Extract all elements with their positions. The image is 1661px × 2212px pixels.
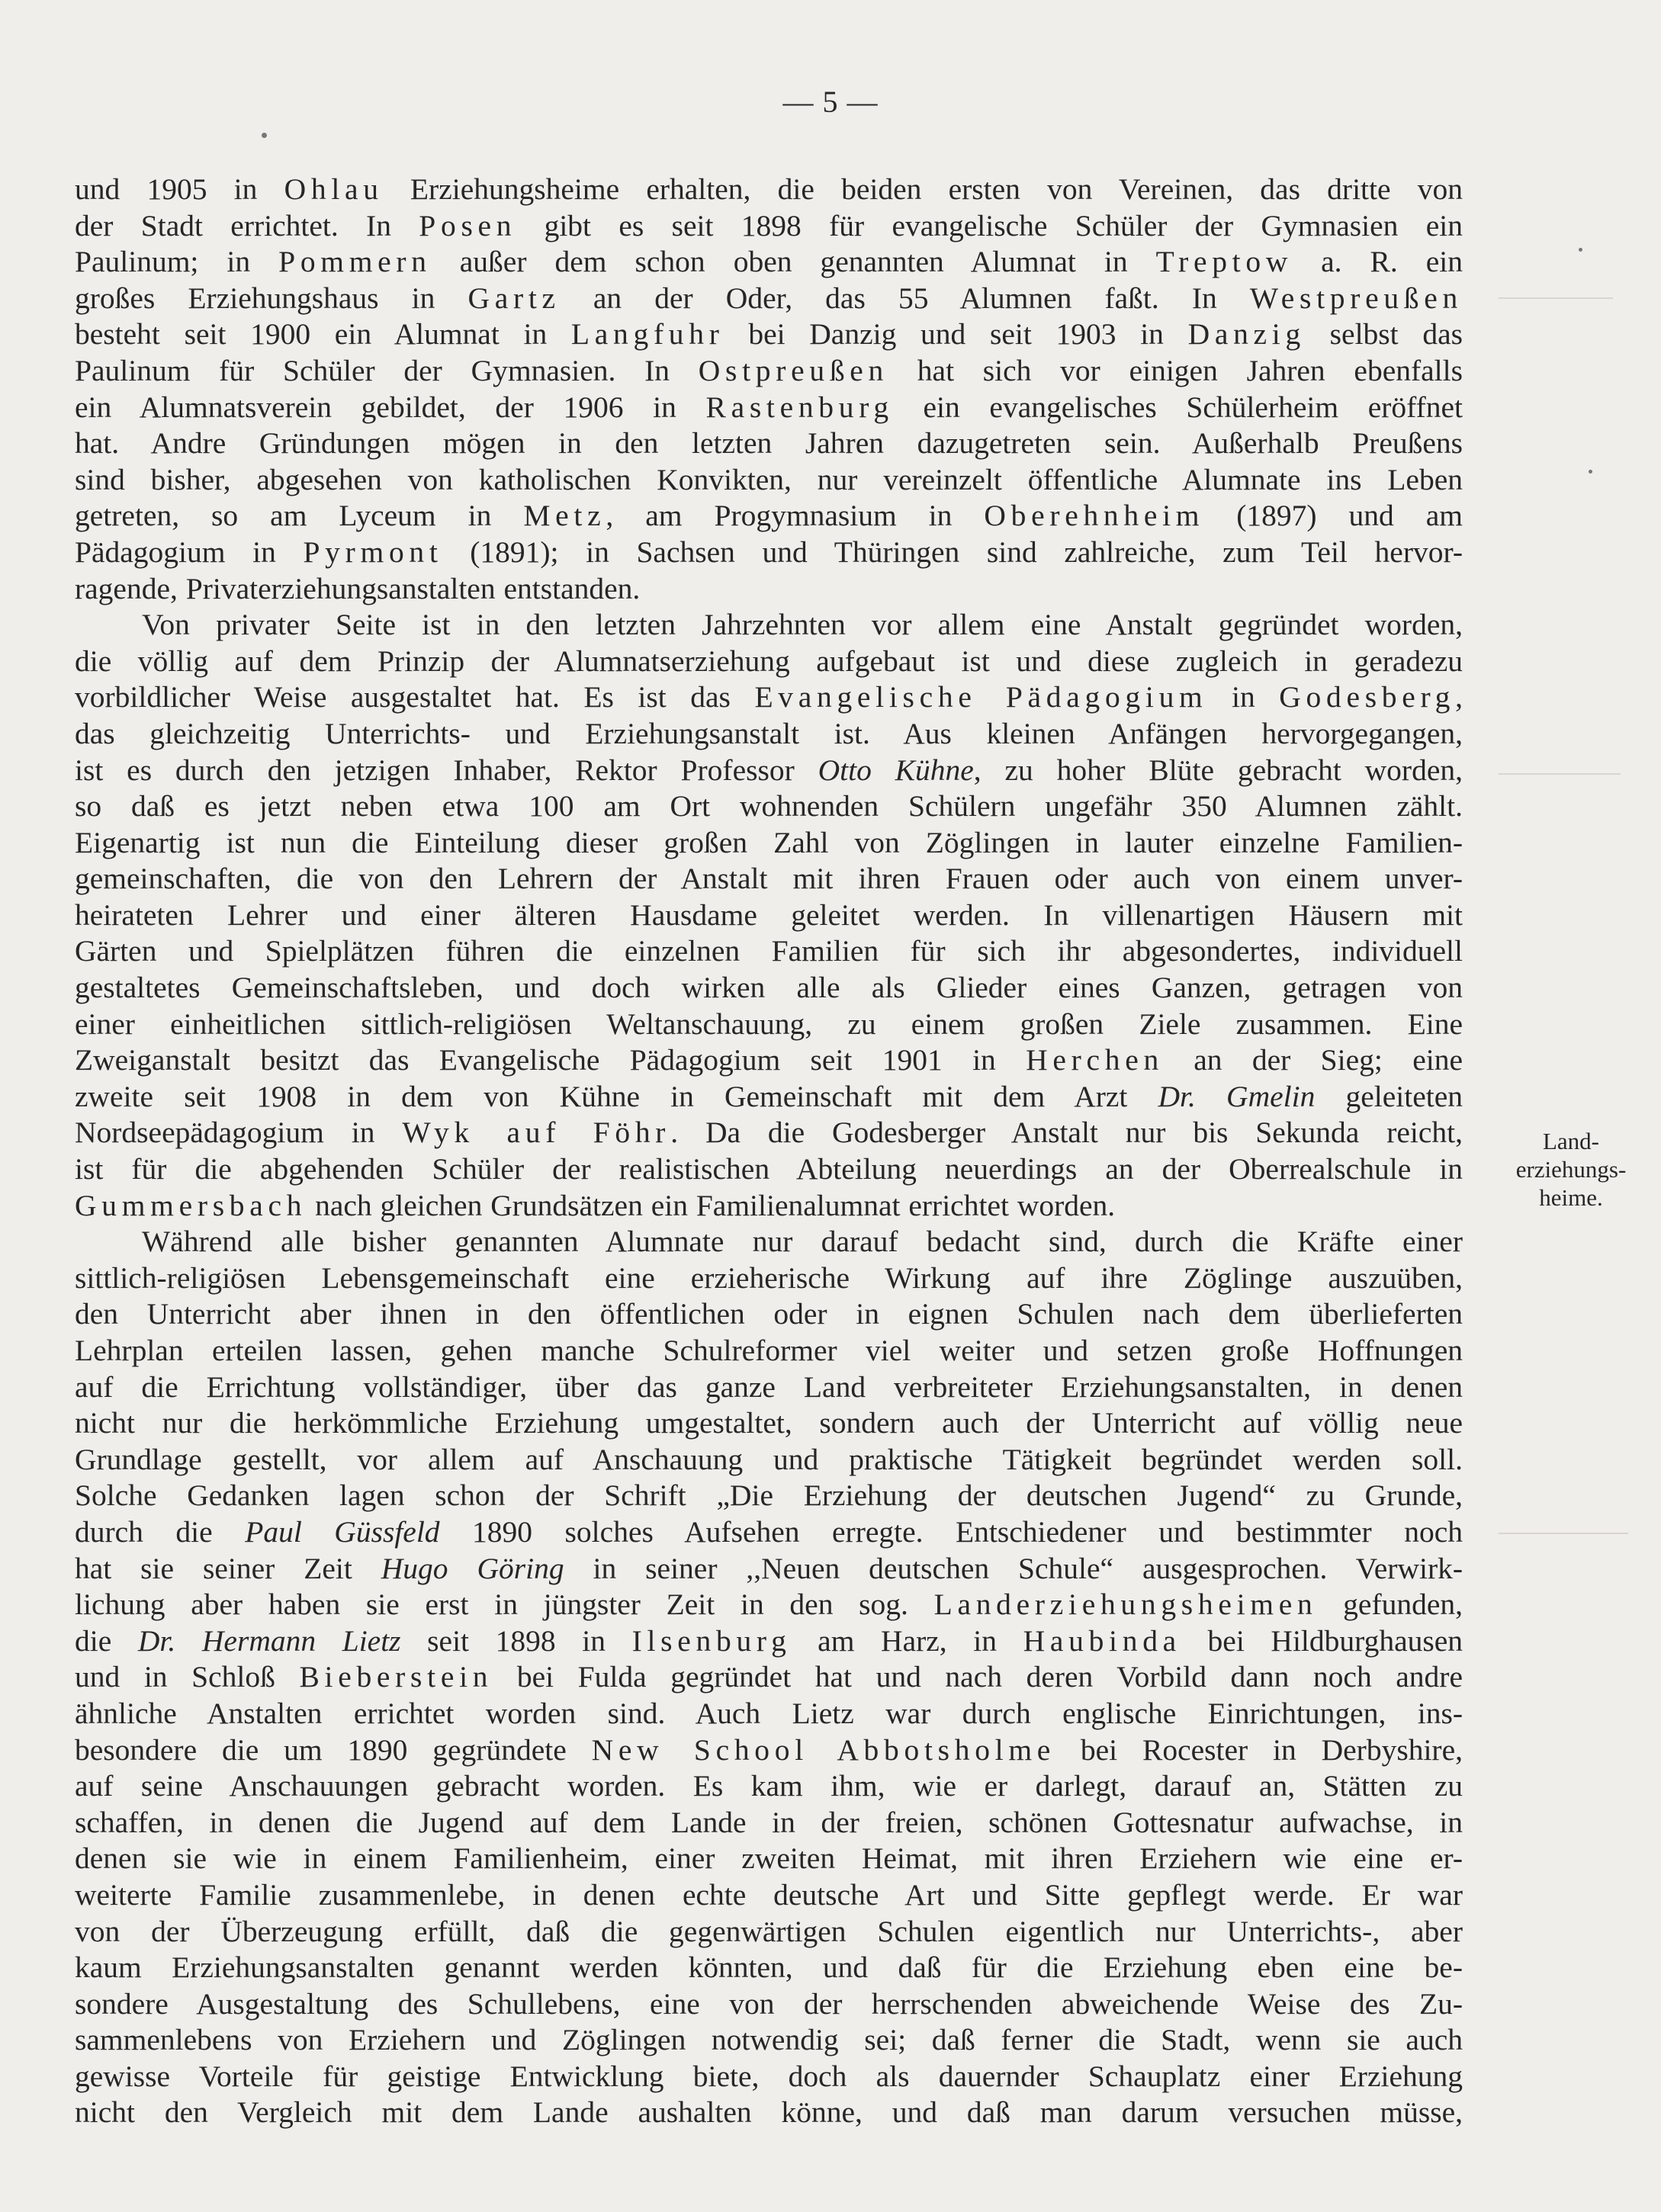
text-line: [75, 1006, 1463, 1043]
text-line: [75, 861, 1463, 897]
text-line: [75, 1623, 1463, 1660]
text-run: und 1905 in: [75, 172, 284, 206]
spaced-name: Pyrmont: [303, 535, 443, 569]
italic-name: Hugo Göring: [381, 1551, 564, 1585]
text-line: [75, 788, 1463, 825]
italic-name: Dr. Gmelin: [1158, 1079, 1316, 1113]
text-run: die: [75, 1623, 138, 1658]
spaced-name: Rastenburg: [705, 390, 894, 424]
scan-speck: [1589, 470, 1592, 474]
text-run: selbst das: [1305, 317, 1463, 352]
page-number: — 5 —: [782, 85, 879, 119]
text-line: [75, 425, 1463, 462]
spaced-name: Langfuhr: [570, 317, 724, 352]
text-run: großes Erziehungshaus in: [75, 281, 468, 315]
text-run: Erziehungsheime erhalten, die beiden ersten von Vereinen, das dritte von: [383, 172, 1463, 206]
text-run: zweite seit 1908 in dem von Kühne in Gemeinschaft mit dem Arzt: [75, 1079, 1158, 1113]
text-line: [75, 172, 1463, 208]
text-line: [75, 353, 1463, 390]
text-line: [75, 1551, 1463, 1588]
italic-name: Paul Güssfeld: [245, 1514, 440, 1549]
scan-speck: [262, 133, 267, 138]
text-run: nicht nur die herkömmliche Erziehung umgestaltet, sondern auch der Unterricht auf völlig neue: [75, 1406, 1463, 1440]
text-line: [75, 1079, 1463, 1116]
text-run: durch die: [75, 1514, 246, 1549]
text-run: lichung aber haben sie erst in jüngster Zeit in den sog.: [75, 1588, 934, 1622]
margin-note-line: Land-: [1542, 1128, 1600, 1154]
text-line: [75, 1333, 1463, 1369]
text-run: gefunden,: [1317, 1588, 1463, 1622]
text-run: die völlig auf dem Prinzip der Alumnatserziehung aufgebaut ist und diese zugleich in geradezu: [75, 644, 1463, 678]
text-line: [75, 607, 1463, 644]
text-run: getreten, so am Lyceum in: [75, 499, 524, 533]
spaced-name: Ilsenburg: [631, 1623, 792, 1658]
text-line: [75, 2095, 1463, 2131]
text-run: denen sie wie in einem Familienheim, einer zweiten Heimat, mit ihren Erziehern wie eine er-: [75, 1841, 1463, 1876]
text-line: [75, 1514, 1463, 1551]
spaced-name: Bieberstein: [299, 1660, 493, 1694]
bleed-through-mark: [1499, 773, 1621, 775]
text-run: den Unterricht aber ihnen in den öffentlichen oder in eignen Schulen nach dem überlieferten: [75, 1297, 1463, 1331]
text-run: schaffen, in denen die Jugend auf dem Lande in der freien, schönen Gottesnatur aufwachse, in: [75, 1805, 1463, 1839]
text-run: gestaltetes Gemeinschaftsleben, und doch wirken alle als Glieder eines Ganzen, getragen von: [75, 971, 1463, 1005]
text-run: in seiner ,,Neuen deutschen Schule“ ausgesprochen. Verwirk-: [564, 1551, 1463, 1585]
text-line: [75, 1732, 1463, 1769]
text-run: weiterte Familie zusammenlebe, in denen echte deutsche Art und Sitte gepflegt werde. Er war: [75, 1877, 1463, 1912]
text-run: bei Fulda gegründet hat und nach deren Vorbild dann noch andre: [493, 1660, 1463, 1694]
text-run: 1890 solches Aufsehen erregte. Entschiedener und bestimmter noch: [439, 1514, 1463, 1549]
text-run: bei Rocester in Derbyshire,: [1055, 1732, 1463, 1767]
text-run: ,: [1455, 680, 1463, 714]
text-line: [75, 1442, 1463, 1478]
text-line: [75, 1042, 1463, 1079]
text-run: der Stadt errichtet. In: [75, 208, 419, 242]
italic-name: Dr. Hermann Lietz: [137, 1623, 401, 1658]
text-run: ist für die abgehenden Schüler der realistischen Abteilung neuerdings an der Oberrealschule in: [75, 1152, 1463, 1186]
text-line: [75, 644, 1463, 680]
text-line: [75, 753, 1463, 789]
text-run: an der Oder, das 55 Alumnen faßt. In: [560, 281, 1250, 315]
scan-speck: [1579, 248, 1582, 252]
text-line: [75, 1296, 1463, 1333]
text-run: einer einheitlichen sittlich-religiösen Weltanschauung, zu einem großen Ziele zusammen. Eine: [75, 1006, 1463, 1041]
italic-name: Otto Kühne: [818, 753, 974, 787]
spaced-name: Landerziehungsheimen: [933, 1588, 1318, 1622]
spaced-name: Evangelische Pädagogium: [754, 680, 1208, 714]
text-run: . Da die Godesberger Anstalt nur bis Sekunda reicht,: [670, 1116, 1463, 1150]
text-line: [75, 208, 1463, 245]
text-run: in: [1207, 680, 1280, 714]
text-run: geleiteten: [1315, 1079, 1463, 1113]
text-run: Paulinum; in: [75, 245, 279, 279]
spaced-name: Haubinda: [1023, 1623, 1181, 1658]
spaced-name: Posen: [419, 208, 517, 242]
spaced-name: Gummersbach: [75, 1188, 307, 1222]
text-run: hat. Andre Gründungen mögen in den letzten Jahren dazugetreten sein. Außerhalb Preußens: [75, 426, 1463, 461]
text-run: ähnliche Anstalten errichtet worden sind. Auch Lietz war durch englische Einrichtungen, ins-: [75, 1696, 1463, 1730]
text-line: [75, 1369, 1463, 1406]
text-line: [75, 1877, 1463, 1914]
spaced-name: Oberehnheim: [984, 499, 1205, 533]
text-line: [75, 1260, 1463, 1297]
text-run: ragende, Privaterziehungsanstalten entstanden.: [75, 571, 641, 605]
text-line: [75, 281, 1463, 317]
text-line: [75, 1405, 1463, 1442]
text-line: [75, 571, 1463, 608]
text-line: [75, 1478, 1463, 1514]
text-run: Grundlage gestellt, vor allem auf Anschauung und praktische Tätigkeit begründet werden soll.: [75, 1442, 1463, 1476]
text-line: [75, 825, 1463, 862]
text-run: kaum Erziehungsanstalten genannt werden könnten, und daß für die Erziehung eben eine be-: [75, 1950, 1463, 1985]
text-run: hat sich vor einigen Jahren ebenfalls: [888, 353, 1463, 387]
margin-note-line: erziehungs-: [1515, 1156, 1627, 1183]
text-line: [75, 1914, 1463, 1950]
spaced-name: Ostpreußen: [698, 353, 889, 387]
text-run: Pädagogium in: [75, 535, 304, 569]
text-run: vorbildlicher Weise ausgestaltet hat. Es ist das: [75, 680, 755, 714]
text-run: Eigenartig ist nun die Einteilung dieser großen Zahl von Zöglingen in lauter einzelne Familien-: [75, 825, 1463, 859]
body-text: [75, 172, 1463, 2131]
text-line: [75, 244, 1463, 281]
text-run: nicht den Vergleich mit dem Lande aushalten könne, und daß man darum versuchen müsse,: [75, 2095, 1463, 2130]
text-run: hat sie seiner Zeit: [75, 1551, 381, 1585]
text-line: [75, 1188, 1463, 1225]
text-line: [75, 1950, 1463, 1986]
text-run: besondere die um 1890 gegründete: [75, 1732, 592, 1767]
text-line: [75, 1768, 1463, 1805]
text-run: ein evangelisches Schülerheim eröffnet: [893, 390, 1463, 424]
text-run: von der Überzeugung erfüllt, daß die gegenwärtigen Schulen eigentlich nur Unterrichts-, aber: [75, 1914, 1463, 1948]
text-run: gibt es seit 1898 für evangelische Schüler der Gymnasien ein: [516, 208, 1463, 242]
text-run: a. R. ein: [1293, 245, 1463, 279]
text-line: [75, 970, 1463, 1006]
text-line: [75, 1986, 1463, 2023]
text-run: das gleichzeitig Unterrichts- und Erziehungsanstalt ist. Aus kleinen Anfängen hervorgegangen,: [75, 716, 1463, 750]
spaced-name: Gartz: [467, 281, 561, 315]
text-run: gewisse Vorteile für geistige Entwicklung biete, doch als dauernder Schauplatz einer Erziehung: [75, 2059, 1463, 2093]
text-run: Solche Gedanken lagen schon der Schrift „Die Erziehung der deutschen Jugend“ zu Grunde,: [75, 1478, 1463, 1513]
text-run: bei Hildburghausen: [1181, 1623, 1463, 1658]
text-run: nach gleichen Grundsätzen ein Familienalumnat errichtet worden.: [307, 1188, 1116, 1222]
text-run: Während alle bisher genannten Alumnate nur darauf bedacht sind, durch die Kräfte einer: [142, 1225, 1463, 1259]
text-run: Zweiganstalt besitzt das Evangelische Pädagogium seit 1901 in: [75, 1043, 1026, 1077]
text-run: auf seine Anschauungen gebracht worden. Es kam ihm, wie er darlegt, darauf an, Stätten zu: [75, 1769, 1463, 1803]
text-run: so daß es jetzt neben etwa 100 am Ort wohnenden Schülern ungefähr 350 Alumnen zählt.: [75, 789, 1463, 823]
spaced-name: Ohlau: [284, 172, 384, 206]
text-line: [75, 679, 1463, 716]
text-line: [75, 1841, 1463, 1877]
text-run: Gärten und Spielplätzen führen die einzelnen Familien für sich ihr abgesondertes, individuell: [75, 934, 1463, 968]
text-run: sondere Ausgestaltung des Schullebens, eine von der herrschenden abweichende Weise des Zu-: [75, 1986, 1463, 2021]
text-line: [75, 1115, 1463, 1151]
text-line: [75, 2059, 1463, 2095]
text-run: Lehrplan erteilen lassen, gehen manche Schulreformer viel weiter und setzen große Hoffnungen: [75, 1334, 1463, 1367]
text-run: ist es durch den jetzigen Inhaber, Rektor Professor: [75, 753, 818, 787]
spaced-name: Danzig: [1187, 317, 1306, 352]
text-line: [75, 535, 1463, 571]
text-run: Paulinum für Schüler der Gymnasien. In: [75, 353, 699, 387]
spaced-name: Wyk auf Föhr: [402, 1116, 671, 1150]
text-line: [75, 316, 1463, 353]
text-line: [75, 1224, 1463, 1260]
text-line: [75, 1151, 1463, 1188]
bleed-through-mark: [1499, 297, 1613, 299]
spaced-name: Herchen: [1026, 1043, 1164, 1077]
spaced-name: Westpreußen: [1249, 281, 1463, 315]
text-run: seit 1898 in: [400, 1623, 632, 1658]
text-line: [75, 498, 1463, 535]
text-run: am Harz, in: [791, 1623, 1023, 1658]
text-line: [75, 716, 1463, 753]
text-run: , am Progymnasium in: [606, 499, 985, 533]
text-run: sammenlebens von Erziehern und Zöglingen notwendig sei; daß ferner die Stadt, wenn sie auch: [75, 2023, 1463, 2057]
bleed-through-mark: [1499, 1533, 1628, 1534]
text-line: [75, 2022, 1463, 2059]
text-run: außer dem schon oben genannten Alumnat in: [431, 245, 1156, 279]
text-run: ein Alumnatsverein gebildet, der 1906 in: [75, 390, 706, 424]
text-run: sind bisher, abgesehen von katholischen Konvikten, nur vereinzelt öffentliche Alumnate ins Leben: [75, 462, 1463, 496]
text-line: [75, 462, 1463, 499]
spaced-name: Godesberg: [1279, 680, 1456, 714]
text-line: [75, 390, 1463, 426]
text-run: , zu hoher Blüte gebracht worden,: [973, 753, 1463, 787]
spaced-name: New School Abbotsholme: [591, 1732, 1056, 1767]
margin-note-line: heime.: [1539, 1184, 1603, 1211]
text-run: sittlich-religiösen Lebensgemeinschaft eine erzieherische Wirkung auf ihre Zöglinge auszuüben,: [75, 1260, 1463, 1295]
text-line: [75, 897, 1463, 934]
spaced-name: Pommern: [278, 245, 432, 279]
text-run: Nordseepädagogium in: [75, 1116, 403, 1150]
text-line: [75, 1587, 1463, 1623]
margin-note: [1491, 1127, 1651, 1212]
text-run: Von privater Seite ist in den letzten Jahrzehnten vor allem eine Anstalt gegründet worden,: [142, 608, 1463, 642]
text-line: [75, 933, 1463, 970]
text-run: auf die Errichtung vollständiger, über das ganze Land verbreiteter Erziehungsanstalten, in denen: [75, 1369, 1463, 1404]
spaced-name: Treptow: [1155, 245, 1293, 279]
text-run: und in Schloß: [75, 1660, 300, 1694]
spaced-name: Metz: [523, 499, 606, 533]
text-run: an der Sieg; eine: [1163, 1043, 1463, 1077]
text-line: [75, 1696, 1463, 1732]
text-run: (1891); in Sachsen und Thüringen sind zahlreiche, zum Teil hervor-: [442, 535, 1463, 569]
text-run: heirateten Lehrer und einer älteren Hausdame geleitet werden. In villenartigen Häusern mit: [75, 897, 1463, 932]
text-run: besteht seit 1900 ein Alumnat in: [75, 317, 571, 352]
text-run: gemeinschaften, die von den Lehrern der Anstalt mit ihren Frauen oder auch von einem unver-: [75, 862, 1463, 896]
text-line: [75, 1805, 1463, 1841]
text-run: bei Danzig und seit 1903 in: [724, 317, 1188, 352]
text-line: [75, 1659, 1463, 1696]
text-run: (1897) und am: [1204, 499, 1463, 533]
